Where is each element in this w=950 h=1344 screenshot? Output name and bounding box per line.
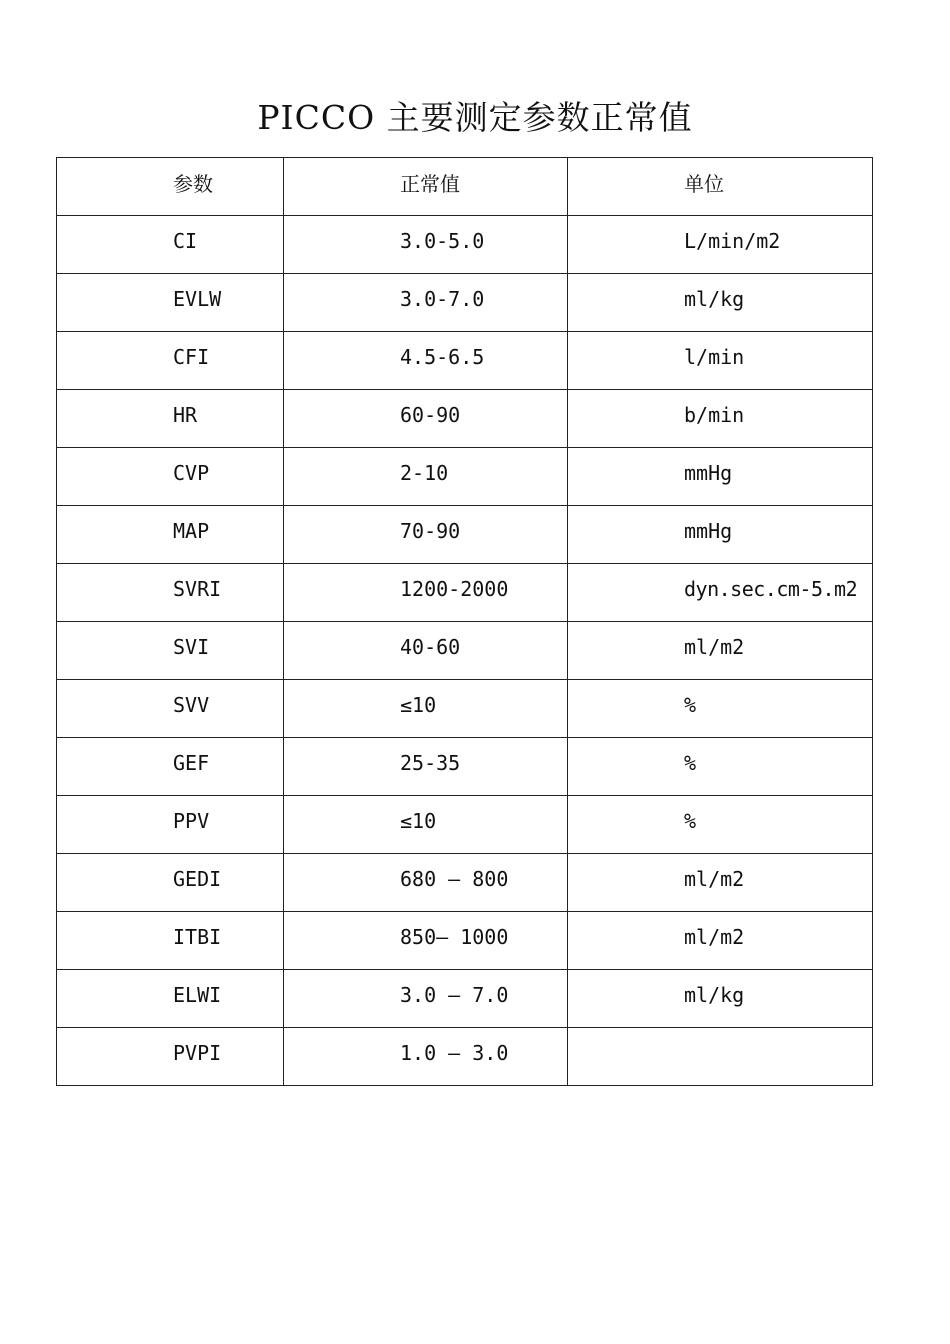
cell-normal-value: 2-10 — [284, 448, 568, 506]
cell-parameter: SVV — [57, 680, 284, 738]
cell-normal-value: 850– 1000 — [284, 912, 568, 970]
table-row — [57, 564, 873, 622]
table-row — [57, 448, 873, 506]
table-row — [57, 506, 873, 564]
cell-unit: b/min — [568, 390, 873, 448]
table-row — [57, 390, 873, 448]
cell-unit: mmHg — [568, 506, 873, 564]
cell-unit: ml/kg — [568, 274, 873, 332]
cell-parameter: SVRI — [57, 564, 284, 622]
table-row — [57, 796, 873, 854]
cell-parameter: PVPI — [57, 1028, 284, 1086]
cell-unit: % — [568, 796, 873, 854]
cell-unit: dyn.sec.cm-5.m2 — [568, 564, 873, 622]
cell-parameter: SVI — [57, 622, 284, 680]
cell-parameter: GEDI — [57, 854, 284, 912]
cell-normal-value: 70-90 — [284, 506, 568, 564]
cell-parameter: CI — [57, 216, 284, 274]
cell-normal-value: 3.0 – 7.0 — [284, 970, 568, 1028]
cell-parameter: HR — [57, 390, 284, 448]
cell-unit: L/min/m2 — [568, 216, 873, 274]
cell-unit: ml/kg — [568, 970, 873, 1028]
table-row — [57, 622, 873, 680]
cell-unit — [568, 1028, 873, 1086]
table-row — [57, 970, 873, 1028]
cell-normal-value: ≤10 — [284, 680, 568, 738]
cell-normal-value: 4.5-6.5 — [284, 332, 568, 390]
cell-normal-value: 3.0-7.0 — [284, 274, 568, 332]
header-normal-value: 正常值 — [284, 158, 568, 216]
cell-unit: mmHg — [568, 448, 873, 506]
cell-normal-value: 1200-2000 — [284, 564, 568, 622]
cell-unit: ml/m2 — [568, 854, 873, 912]
cell-normal-value: 3.0-5.0 — [284, 216, 568, 274]
table-row — [57, 680, 873, 738]
cell-normal-value: 1.0 – 3.0 — [284, 1028, 568, 1086]
cell-parameter: ELWI — [57, 970, 284, 1028]
cell-parameter: MAP — [57, 506, 284, 564]
cell-unit: ml/m2 — [568, 912, 873, 970]
cell-parameter: GEF — [57, 738, 284, 796]
cell-unit: l/min — [568, 332, 873, 390]
cell-normal-value: 40-60 — [284, 622, 568, 680]
table-row — [57, 274, 873, 332]
header-parameter: 参数 — [57, 158, 284, 216]
header-unit: 单位 — [568, 158, 873, 216]
cell-unit: ml/m2 — [568, 622, 873, 680]
parameters-table — [56, 157, 873, 1086]
table-row — [57, 1028, 873, 1086]
table-row — [57, 738, 873, 796]
cell-parameter: CVP — [57, 448, 284, 506]
table-row — [57, 332, 873, 390]
cell-normal-value: ≤10 — [284, 796, 568, 854]
table-header-row — [57, 158, 873, 216]
cell-parameter: PPV — [57, 796, 284, 854]
cell-parameter: ITBI — [57, 912, 284, 970]
cell-unit: % — [568, 680, 873, 738]
table-row — [57, 854, 873, 912]
table-body — [57, 216, 873, 1086]
cell-normal-value: 60-90 — [284, 390, 568, 448]
table-row — [57, 216, 873, 274]
cell-normal-value: 25-35 — [284, 738, 568, 796]
cell-parameter: EVLW — [57, 274, 284, 332]
cell-parameter: CFI — [57, 332, 284, 390]
page-title: PICCO 主要测定参数正常值 — [257, 98, 693, 137]
table-row — [57, 912, 873, 970]
cell-normal-value: 680 – 800 — [284, 854, 568, 912]
cell-unit: % — [568, 738, 873, 796]
